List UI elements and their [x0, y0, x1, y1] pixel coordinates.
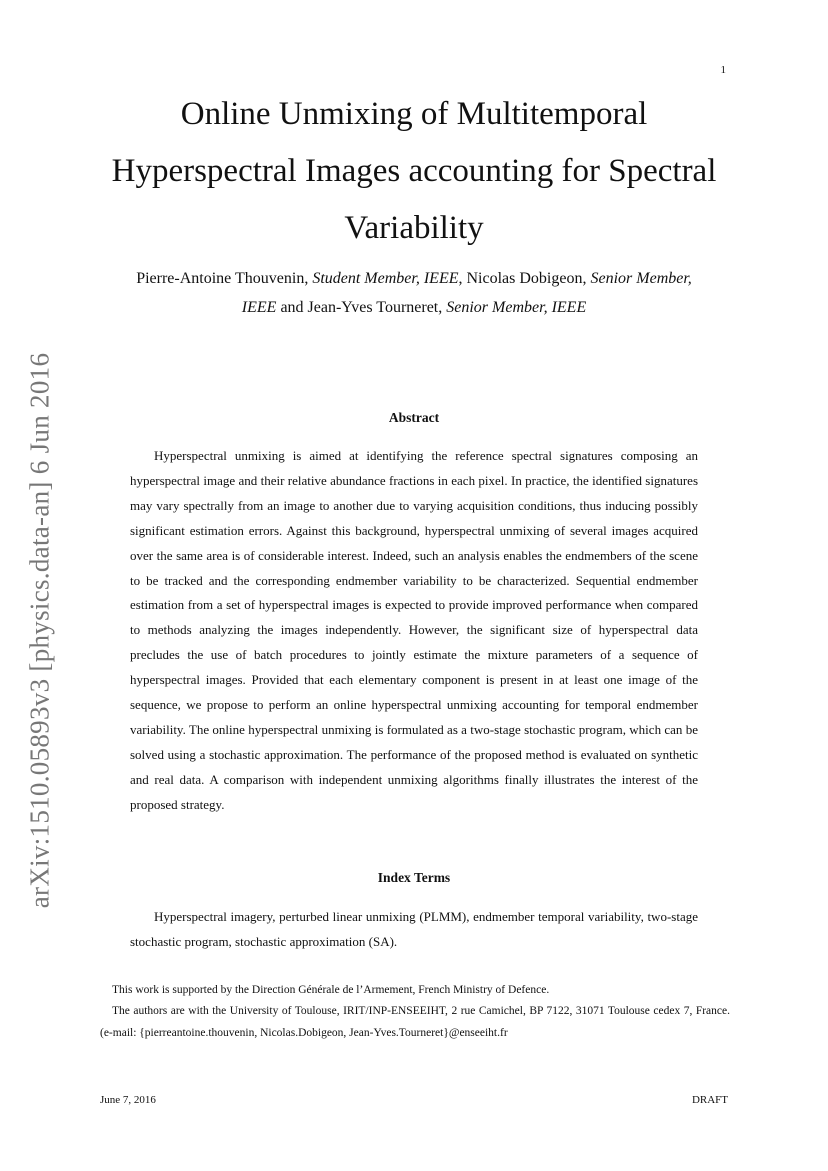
author-role-3: Senior Member, IEEE — [446, 299, 587, 316]
author-name-2: , Nicolas Dobigeon, — [458, 270, 587, 287]
author-role-1: Student Member, IEEE — [312, 270, 459, 287]
page-number: 1 — [720, 64, 726, 76]
author-name-1: Pierre-Antoine Thouvenin, — [136, 270, 309, 287]
footnote-funding: This work is supported by the Direction Générale de l’Armement, French Ministry of Defence. — [112, 984, 550, 996]
index-terms-heading: Index Terms — [377, 870, 451, 885]
footer-draft-label: DRAFT — [691, 1094, 728, 1106]
author-list — [120, 264, 708, 322]
arxiv-stamp — [18, 340, 62, 920]
arxiv-stamp-text: arXiv:1510.05893v3 [physics.data-an] 6 Jun 2016 — [24, 352, 55, 908]
author-role-2: Senior Member, IEEE — [241, 270, 692, 316]
abstract-body: Hyperspectral unmixing is aimed at identifying the reference spectral signatures composing an hyperspectral image and their relative abundance fractions in each pixel. In practice, the identified signatures may vary spectrally from an image to another due to varying acquisition conditions, thus inducing possibly significant estimation errors. Against this background, hyperspectral unmixing of several images acquired over the same area is of considerable interest. Indeed, such an analysis enables the endmembers of the scene to be tracked and the corresponding endmember variability to be characterized. Sequential endmember estimation from a set of hyperspectral images is expected to provide improved performance when compared to methods analyzing the images independently. However, the significant size of hyperspectral data precludes the use of batch procedures to jointly estimate the mixture parameters of a sequence of hyperspectral images. Provided that each elementary component is present in at least one image of the sequence, we propose to perform an online hyperspectral unmixing accounting for temporal endmember variability. The online hyperspectral unmixing is formulated as a two-stage stochastic program, which can be solved using a stochastic approximation. The performance of the proposed method is evaluated on synthetic and real data. A comparison with independent unmixing algorithms finally illustrates the interest of the proposed strategy. — [130, 448, 698, 812]
paper-title: Online Unmixing of Multitemporal Hyperspectral Images accounting for Spectral Variability — [111, 96, 717, 246]
author-name-3: and Jean-Yves Tourneret, — [280, 299, 443, 316]
index-terms-body: Hyperspectral imagery, perturbed linear unmixing (PLMM), endmember temporal variability, two-stage stochastic program, stochastic approximation (SA). — [130, 909, 698, 949]
footer-date: June 7, 2016 — [100, 1094, 156, 1106]
footnote-affiliation: The authors are with the University of Toulouse, IRIT/INP-ENSEEIHT, 2 rue Camichel, BP 7122, 31071 Toulouse cedex 7, France. (e-mail: {pierreantoine.thouvenin, Nicolas.Dobigeon, Jean-Yves.Tourneret}@enseeiht.fr — [100, 1005, 730, 1039]
abstract-heading: Abstract — [388, 410, 440, 425]
